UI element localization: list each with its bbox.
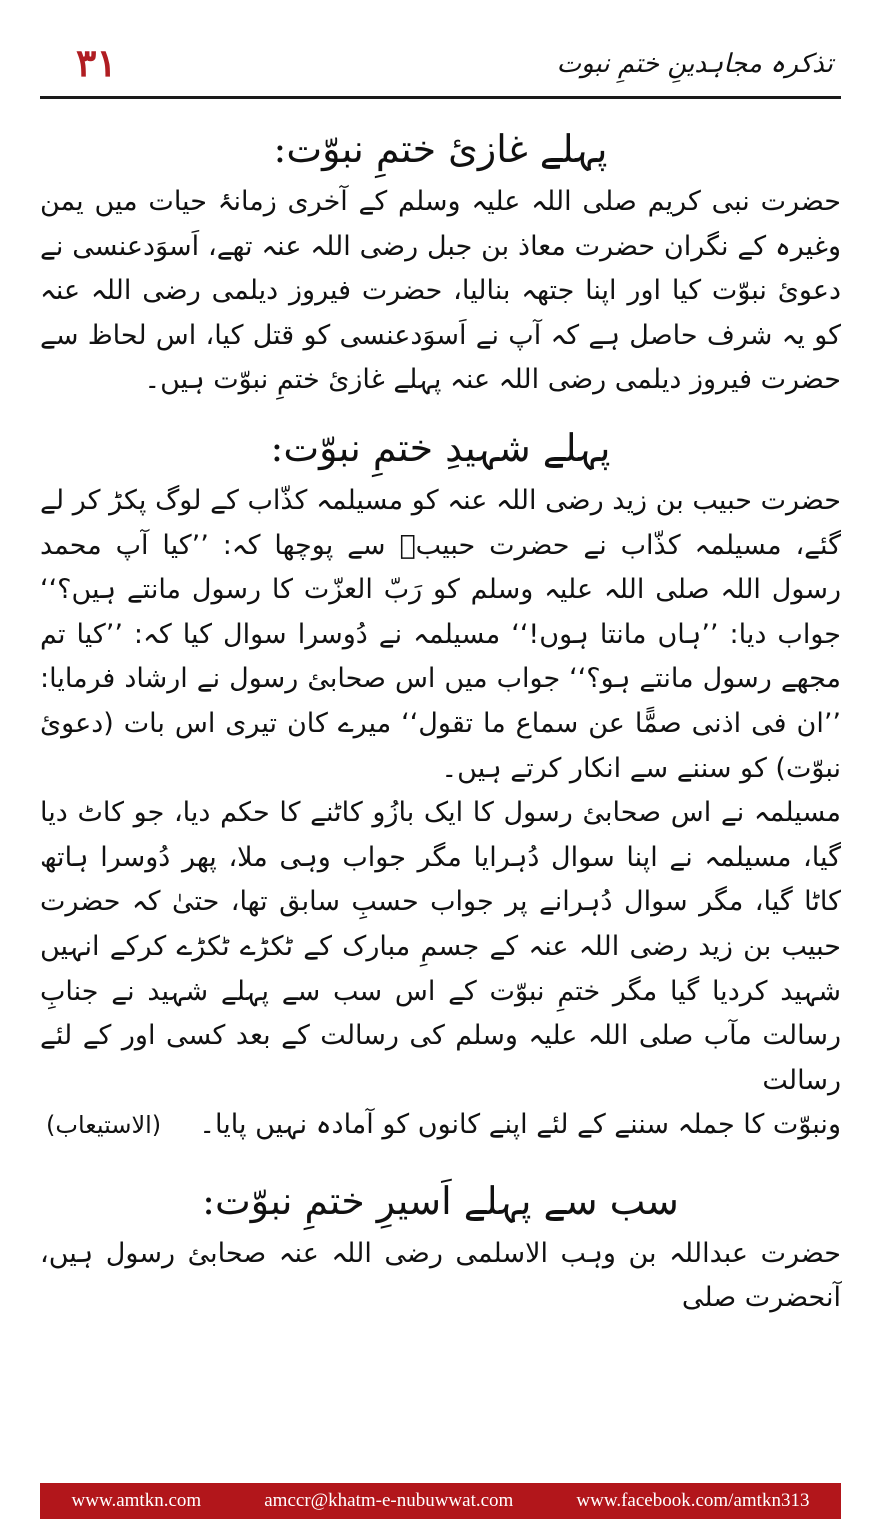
paragraph: حضرت نبی کریم صلی اللہ علیہ وسلم کے آخری زمانۂ حیات میں یمن وغیرہ کے نگران حضرت معاذ بن جبل رضی اللہ عنہ تھے، اَسوَدعنسی نے دعوئ نبوّت کیا اور اپنا جتھہ بنالیا، حضرت فیروز دیلمی رضی اللہ عنہ کو یہ شرف حاصل ہے کہ آپ نے اَسوَدعنسی کو قتل کیا، اس لحاظ سے حضرت فیروز دیلمی رضی اللہ عنہ پہلے غازئ ختمِ نبوّت ہیں۔ [40,186,841,396]
footer-website-link[interactable]: www.amtkn.com [71,1490,202,1511]
page-number: ۳۱ [76,40,117,85]
section-heading-first-ghazi: پہلے غازئ ختمِ نبوّت: [273,127,608,171]
citation-line [40,1103,841,1148]
section-heading-first-aseer: سب سے پہلے اَسیرِ ختمِ نبوّت: [202,1178,679,1223]
footer-facebook-link[interactable]: www.facebook.com/amtkn313 [576,1490,810,1511]
page-content [40,118,841,1321]
page-header [40,30,841,99]
paragraph-last-line: ونبوّت کا جملہ سننے کے لئے اپنے کانوں کو آمادہ نہیں پایا۔ [199,1109,841,1141]
footer-email-link[interactable]: amccr@khatm-e-nubuwwat.com [264,1490,514,1511]
paragraph: حضرت حبیب بن زید رضی اللہ عنہ کو مسیلمہ کذّاب کے لوگ پکڑ کر لے گئے، مسیلمہ کذّاب نے حضرت حبیبؓ سے پوچھا کہ: ’’کیا آپ محمد رسول اللہ صلی اللہ علیہ وسلم کو رَبّ العزّت کا رسول مانتے ہیں؟‘‘ جواب دیا: ’’ہاں مانتا ہوں!‘‘ مسیلمہ نے دُوسرا سوال کیا کہ: ’’کیا تم مجھے رسول مانتے ہو؟‘‘ جواب میں اس صحابئ رسول نے ارشاد فرمایا: ’’ان فی اذنی صمًّا عن سماع ما تقول‘‘ میرے کان تیری اس بات (دعوئ نبوّت) کو سننے سے انکار کرتے ہیں۔ [40,484,841,784]
citation: (الاستیعاب) [46,1111,162,1140]
book-title: تذکرہ مجاہدینِ ختمِ نبوت [556,49,833,79]
footer-bar [40,1483,841,1519]
section-heading-first-shaheed: پہلے شہیدِ ختمِ نبوّت: [270,425,611,470]
paragraph: مسیلمہ نے اس صحابئ رسول کا ایک بازُو کاٹنے کا حکم دیا، جو کاٹ دیا گیا، مسیلمہ نے اپنا سوال دُہرایا مگر جواب وہی ملا، پھر دُوسرا ہاتھ کاٹا گیا، مگر سوال دُہرانے پر جواب حسبِ سابق تھا، حتیٰ کہ حضرت حبیب بن زید رضی اللہ عنہ کے جسمِ مبارک کے ٹکڑے ٹکڑے کرکے انہیں شہید کردیا گیا مگر ختمِ نبوّت کے اس سب سے پہلے شہید نے جنابِ رسالت مآب صلی اللہ علیہ وسلم کی رسالت کے بعد کسی اور کے لئے رسالت [40,797,841,1096]
paragraph: حضرت عبداللہ بن وہب الاسلمی رضی اللہ عنہ صحابئ رسول ہیں، آنحضرت صلی [40,1237,841,1314]
